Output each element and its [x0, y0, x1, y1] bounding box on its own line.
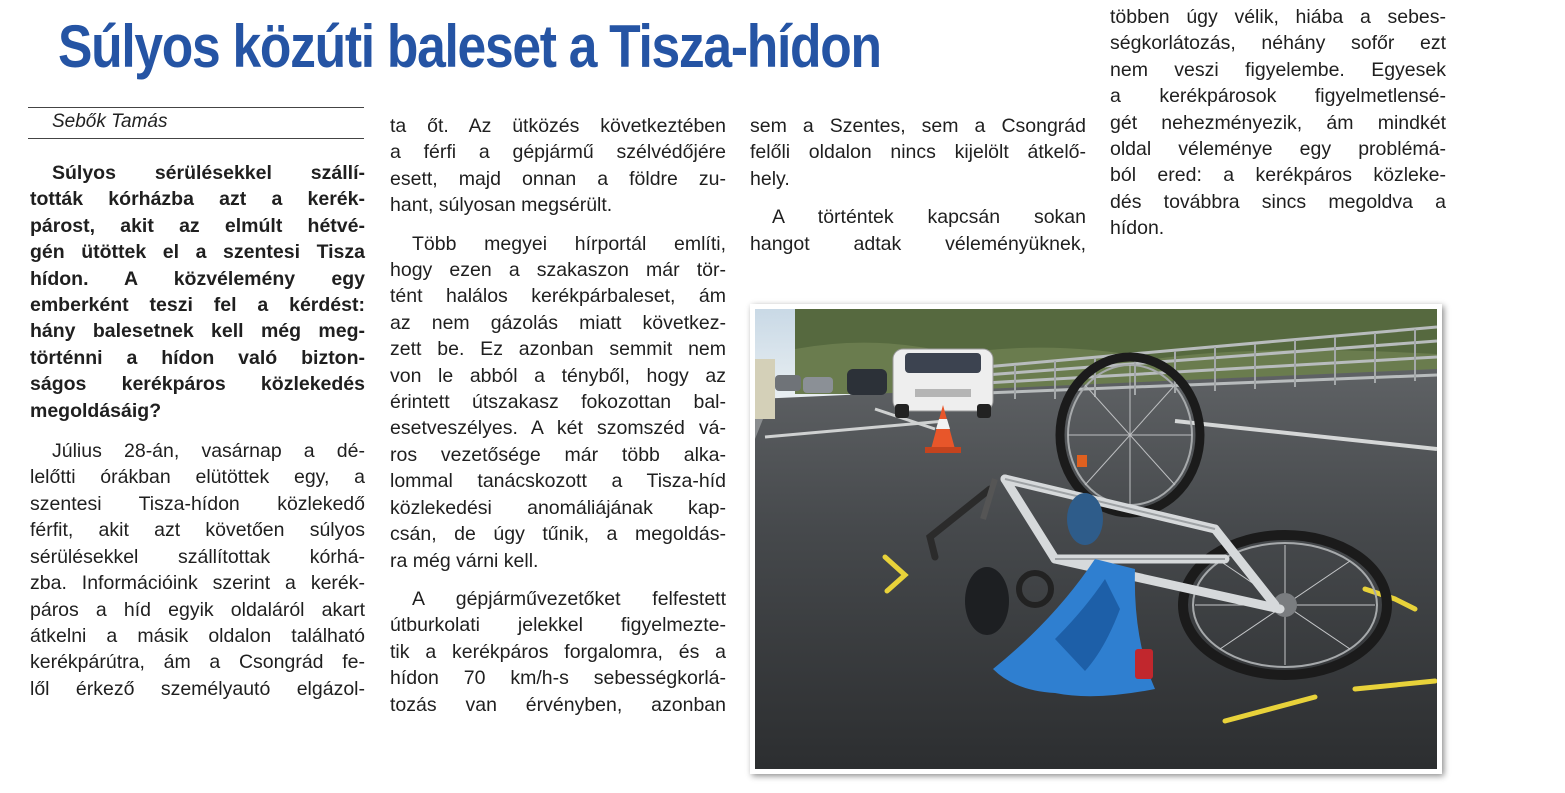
text-line: esetveszélyes. A két szomszéd vá-	[390, 417, 726, 440]
paragraph	[390, 586, 726, 718]
paragraph	[1110, 4, 1446, 242]
text-line: ból ered: a kerékpáros közleke-	[1110, 164, 1446, 187]
text-line: hangot adtak véleményüknek,	[750, 232, 1086, 255]
text-line: csán, de úgy tűnik, a megoldás-	[390, 523, 726, 546]
column-2	[390, 113, 726, 718]
text-line: az nem gázolás miatt következ-	[390, 311, 726, 334]
text-line: közlekedési anomáliájának kap-	[390, 496, 726, 519]
text-line: ra még várni kell.	[390, 549, 539, 572]
text-line: sérülésekkel szállítottak kórhá-	[30, 545, 365, 568]
paragraph	[750, 204, 1086, 257]
text-line: Több megyei hírportál említi,	[412, 232, 726, 255]
text-line: tént halálos kerékpárbaleset, ám	[390, 285, 726, 308]
text-line: Súlyos sérülésekkel szállí-	[52, 162, 365, 184]
text-line: lelőtti órákban elütöttek egy, a	[30, 466, 365, 489]
text-line: gén ütöttek el a szentesi Tisza	[30, 241, 365, 264]
text-line: páros a híd egyik oldaláról akart	[30, 598, 365, 621]
text-line: érintett útszakasz fokozottan bal-	[390, 391, 726, 414]
author-name: Sebők Tamás	[52, 111, 168, 132]
text-line: átkelni a másik oldalon található	[30, 624, 365, 647]
text-line: felőli oldalon nincs kijelölt átkelő-	[750, 141, 1086, 164]
text-line: ságos kerékpáros közlekedés	[30, 373, 365, 396]
text-line: többen úgy vélik, hiába a sebes-	[1110, 6, 1446, 28]
text-line: a kerékpárosok figyelmetlensé-	[1110, 85, 1446, 108]
text-line: tották kórházba azt a kerék-	[30, 188, 365, 211]
text-line: ros vezetősége már több alka-	[390, 443, 726, 466]
text-line: tozás van érvényben, azonban	[390, 693, 726, 716]
text-line: lől érkező személyautó elgázol-	[30, 677, 365, 700]
column-3	[750, 113, 1086, 257]
text-line: hogy ezen a szakaszon már tör-	[390, 259, 726, 282]
text-line: hídon.	[1110, 217, 1165, 240]
text-line: oldal véleménye egy problémá-	[1110, 138, 1446, 161]
bicycle-accident-image	[755, 309, 1437, 769]
text-line: A történtek kapcsán sokan	[772, 206, 1086, 229]
text-line: tik a kerékpáros forgalomra, és a	[390, 640, 726, 663]
text-line: hely.	[750, 167, 790, 190]
text-line: útburkolati jelekkel figyelmezte-	[390, 614, 726, 637]
text-line: kerékpárútra, ám a Csongrád fe-	[30, 651, 365, 674]
text-line: zett be. Ez azonban semmit nem	[390, 338, 726, 361]
text-line: ségkorlátozás, néhány sofőr ezt	[1110, 32, 1446, 55]
text-line: zba. Információink szerint a kerék-	[30, 572, 365, 595]
text-line: hídon 70 km/h-s sebességkorlá-	[390, 667, 726, 690]
text-line: megoldásáig?	[30, 399, 162, 422]
lead-paragraph	[30, 160, 365, 424]
text-line: hídon. A közvélemény egy	[30, 267, 365, 290]
text-line: dés továbbra sincs megoldva a	[1110, 190, 1446, 213]
text-line: nem veszi figyelembe. Egyesek	[1110, 58, 1446, 81]
paragraph	[390, 113, 726, 219]
text-line: hány balesetnek kell még meg-	[30, 320, 365, 343]
text-line: férfit, akit azt követően súlyos	[30, 519, 365, 542]
text-line: emberként teszi fel a kérdést:	[30, 294, 365, 317]
text-line: a férfi a gépjármű szélvédőjére	[390, 141, 726, 164]
text-line: esett, majd onnan a földre zu-	[390, 167, 726, 190]
text-line: gét nehezményezik, ám mindkét	[1110, 111, 1446, 134]
text-line: sem a Szentes, sem a Csongrád	[750, 115, 1086, 137]
text-line: párost, akit az elmúlt hétvé-	[30, 214, 365, 237]
body-paragraph	[30, 438, 365, 702]
headline: Súlyos közúti baleset a Tisza-hídon	[58, 13, 881, 80]
byline-box	[28, 107, 364, 139]
text-line: ta őt. Az ütközés következtében	[390, 115, 726, 137]
text-line: szentesi Tisza-hídon közlekedő	[30, 492, 365, 515]
text-line: hant, súlyosan megsérült.	[390, 194, 613, 217]
text-line: A gépjárművezetőket felfestett	[412, 587, 726, 610]
text-line: von le abból a tényből, hogy az	[390, 364, 726, 387]
paragraph	[390, 231, 726, 574]
column-1	[30, 160, 365, 702]
text-line: lommal tanácskozott a Tisza-híd	[390, 470, 726, 493]
column-4	[1110, 4, 1446, 242]
paragraph	[750, 113, 1086, 192]
accident-photo	[750, 304, 1442, 774]
text-line: Július 28-án, vasárnap a dé-	[52, 440, 365, 463]
text-line: történni a hídon való bizton-	[30, 346, 365, 369]
